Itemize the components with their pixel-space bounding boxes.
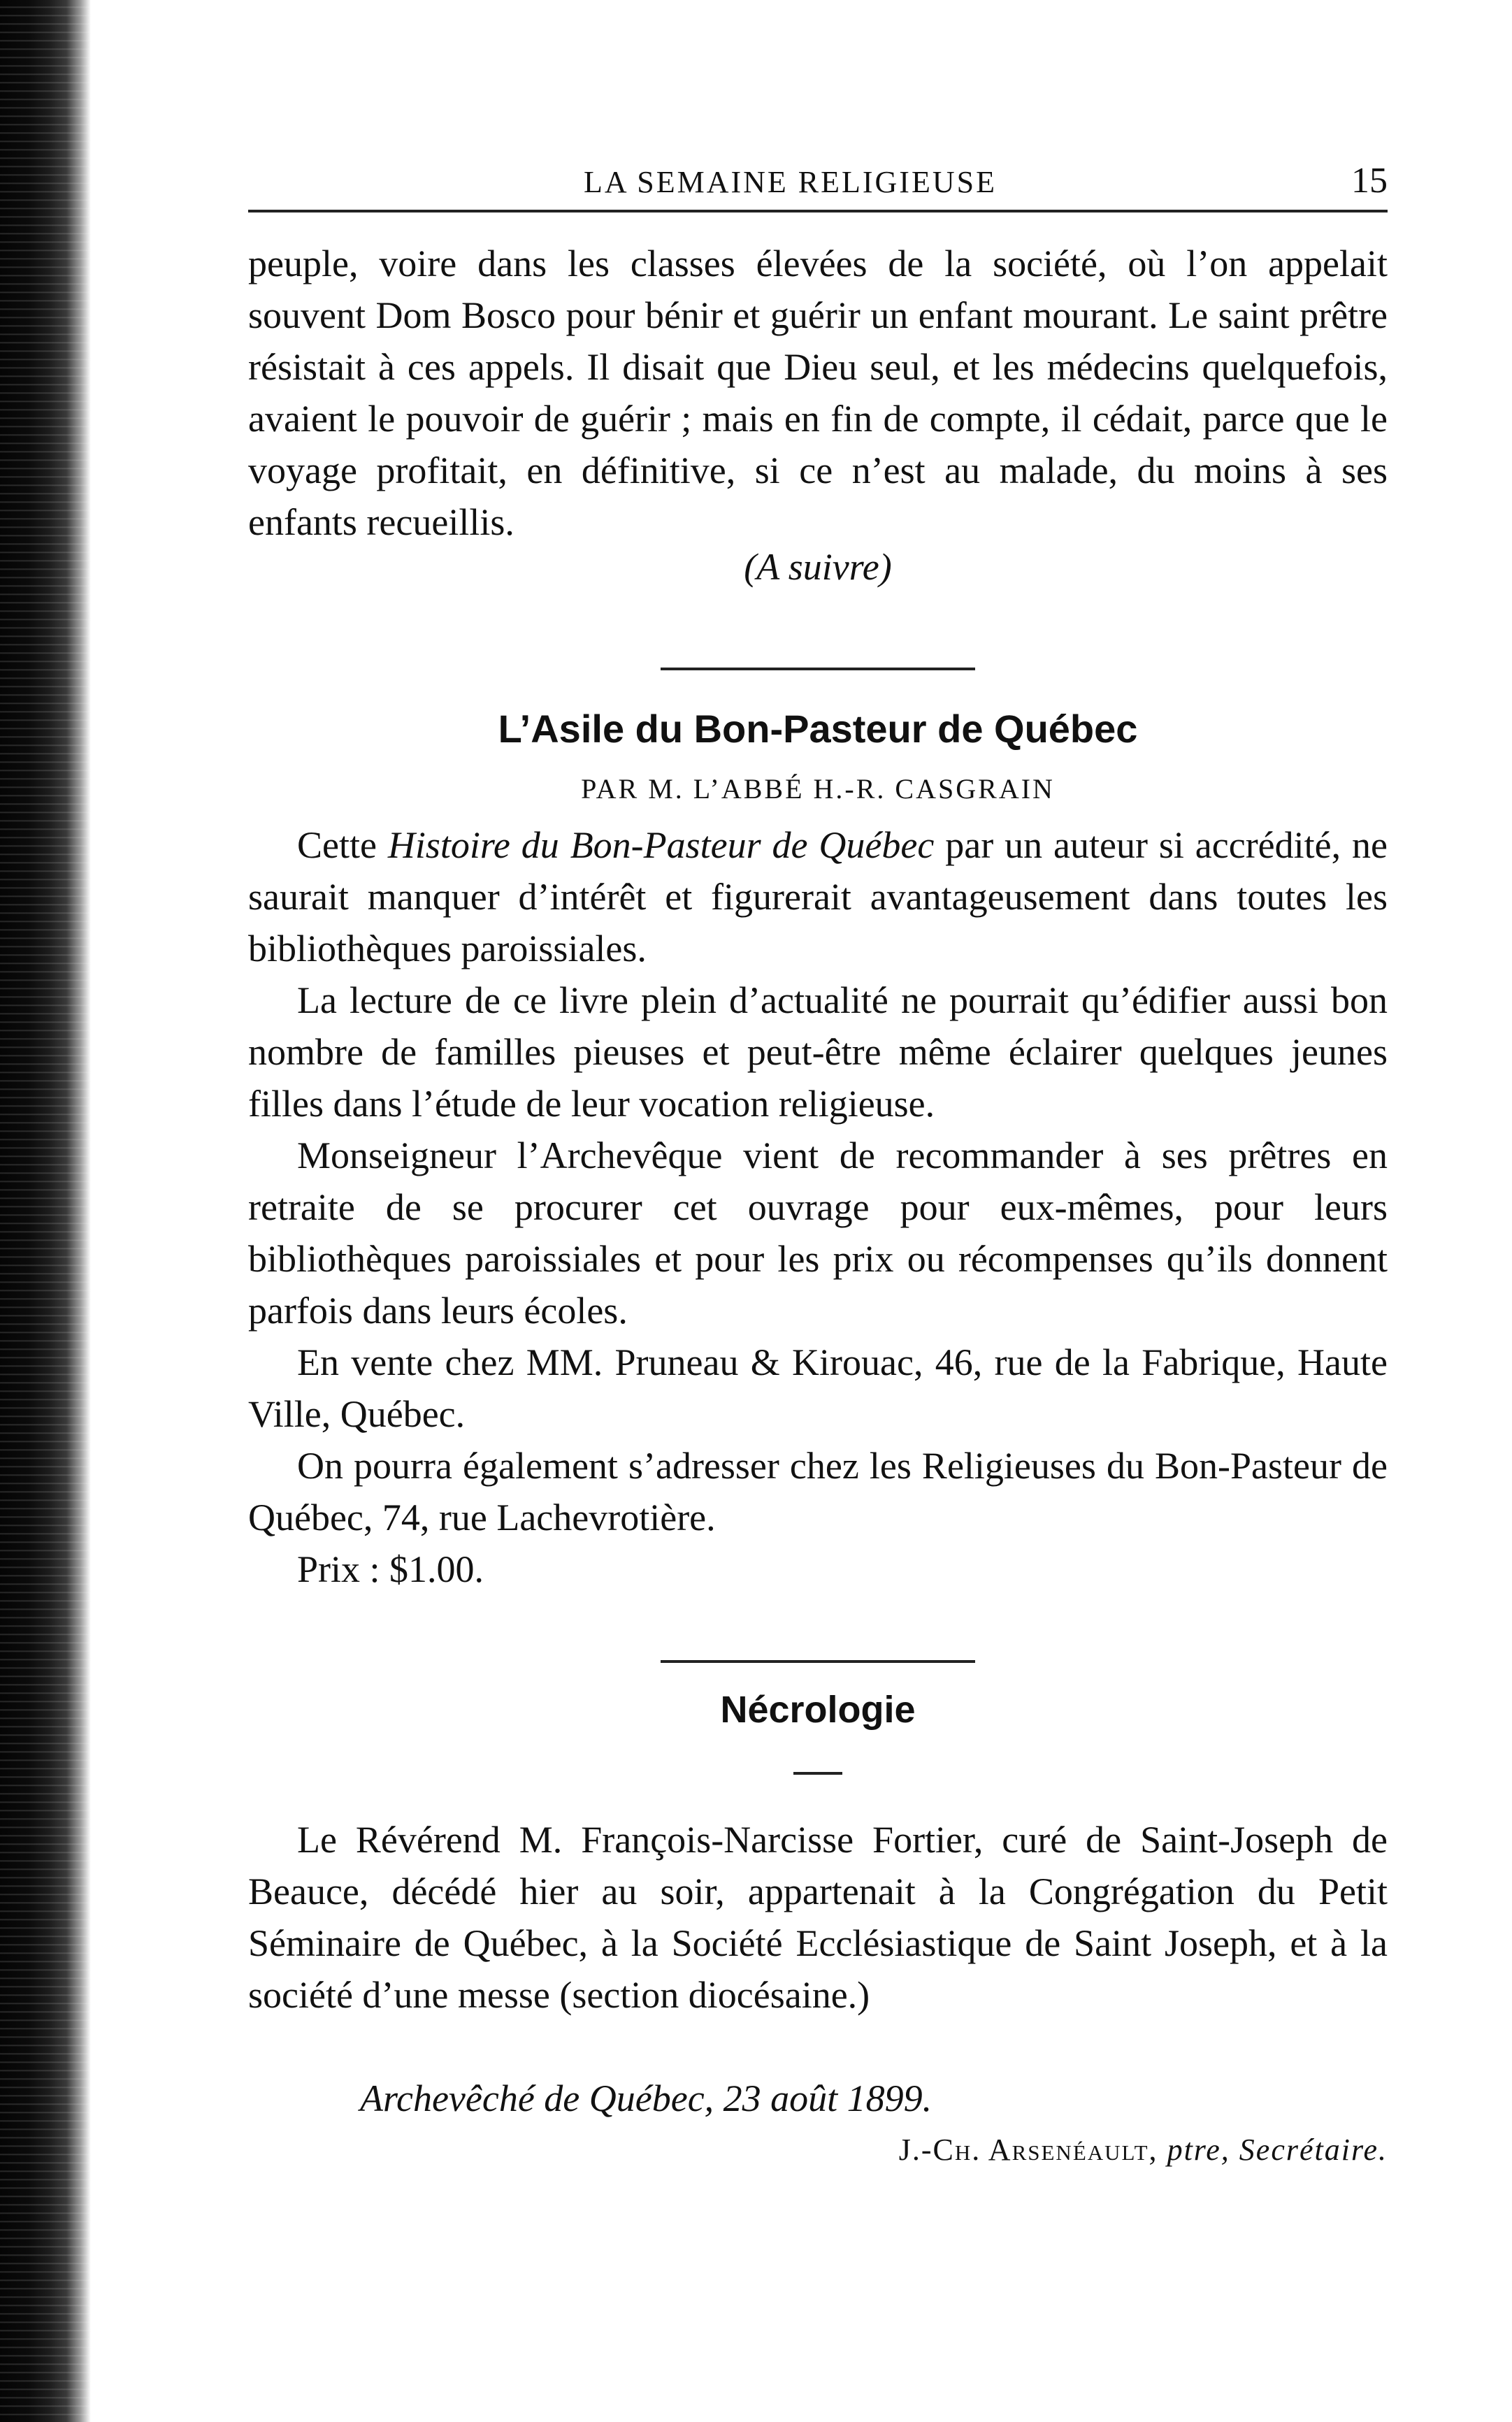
page-number: 15 (1351, 161, 1388, 201)
asile-paragraph-1 (248, 819, 1388, 974)
running-header (248, 157, 1388, 206)
section-divider (661, 668, 975, 670)
to-be-continued: (A suivre) (744, 546, 892, 588)
asile-p1-lead: Cette (297, 824, 388, 866)
asile-paragraph-3: Monseigneur l’Archevêque vient de recommander à ses prêtres en retraite de se procurer cet ouvrage pour eux-mêmes, pour leurs bibliothèques paroissiales et pour les prix ou récompenses qu’ils donnent parfois dans leurs écoles. (248, 1134, 1388, 1332)
article-title-asile: L’Asile du Bon-Pasteur de Québec (498, 707, 1138, 751)
asile-paragraph-4: En vente chez MM. Pruneau & Kirouac, 46, rue de la Fabrique, Haute Ville, Québec. (248, 1341, 1388, 1435)
asile-paragraph-5: On pourra également s’adresser chez les Religieuses du Bon-Pasteur de Québec, 74, rue Lachevrotière. (248, 1445, 1388, 1538)
book-page (248, 0, 1388, 2422)
section-divider-2 (661, 1660, 975, 1663)
running-title: LA SEMAINE RELIGIEUSE (584, 165, 997, 199)
signature (899, 2132, 1388, 2168)
signature-name: J.-Ch. Arsenéault, (898, 2133, 1158, 2167)
article-byline: PAR M. L’ABBÉ H.-R. CASGRAIN (581, 773, 1055, 805)
signature-title: ptre, Secrétaire. (1158, 2133, 1388, 2167)
continued-paragraph: peuple, voire dans les classes élevées de la société, où l’on appelait souvent Dom Bosco pour bénir et guérir un enfant mourant. Le saint prêtre résistait à ces appels. Il disait que Dieu seul, et les médecins quelquefois, avaient le pouvoir de guérir ; mais en fin de compte, il cédait, parce que le voyage profitait, en définitive, si ce n’est au malade, du moins à ses enfants recueillis. (248, 243, 1388, 543)
necrologie-paragraph: Le Révérend M. François-Narcisse Fortier, curé de Saint-Joseph de Beauce, décédé hier au soir, appartenait à la Congrégation du Petit Séminaire de Québec, à la Société Ecclésiastique de Saint Joseph, et à la société d’une messe (section diocésaine.) (248, 1819, 1388, 2016)
short-rule (793, 1772, 842, 1775)
scan-binding-edge (0, 0, 91, 2422)
header-rule (248, 210, 1388, 212)
dateline: Archevêché de Québec, 23 août 1899. (360, 2077, 933, 2119)
price-line: Prix : $1.00. (297, 1548, 484, 1590)
article-title-necrologie: Nécrologie (720, 1689, 916, 1731)
asile-paragraph-2: La lecture de ce livre plein d’actualité ne pourrait qu’édifier aussi bon nombre de familles pieuses et peut-être même éclairer quelques jeunes filles dans l’étude de leur vocation religieuse. (248, 979, 1388, 1125)
asile-p1-rest: par un auteur si accrédité, ne saurait manquer d’intérêt et figurerait avantageusement dans toutes les bibliothèques paroissiales. (248, 824, 1388, 969)
book-title: Histoire du Bon-Pasteur de Québec (387, 824, 935, 866)
